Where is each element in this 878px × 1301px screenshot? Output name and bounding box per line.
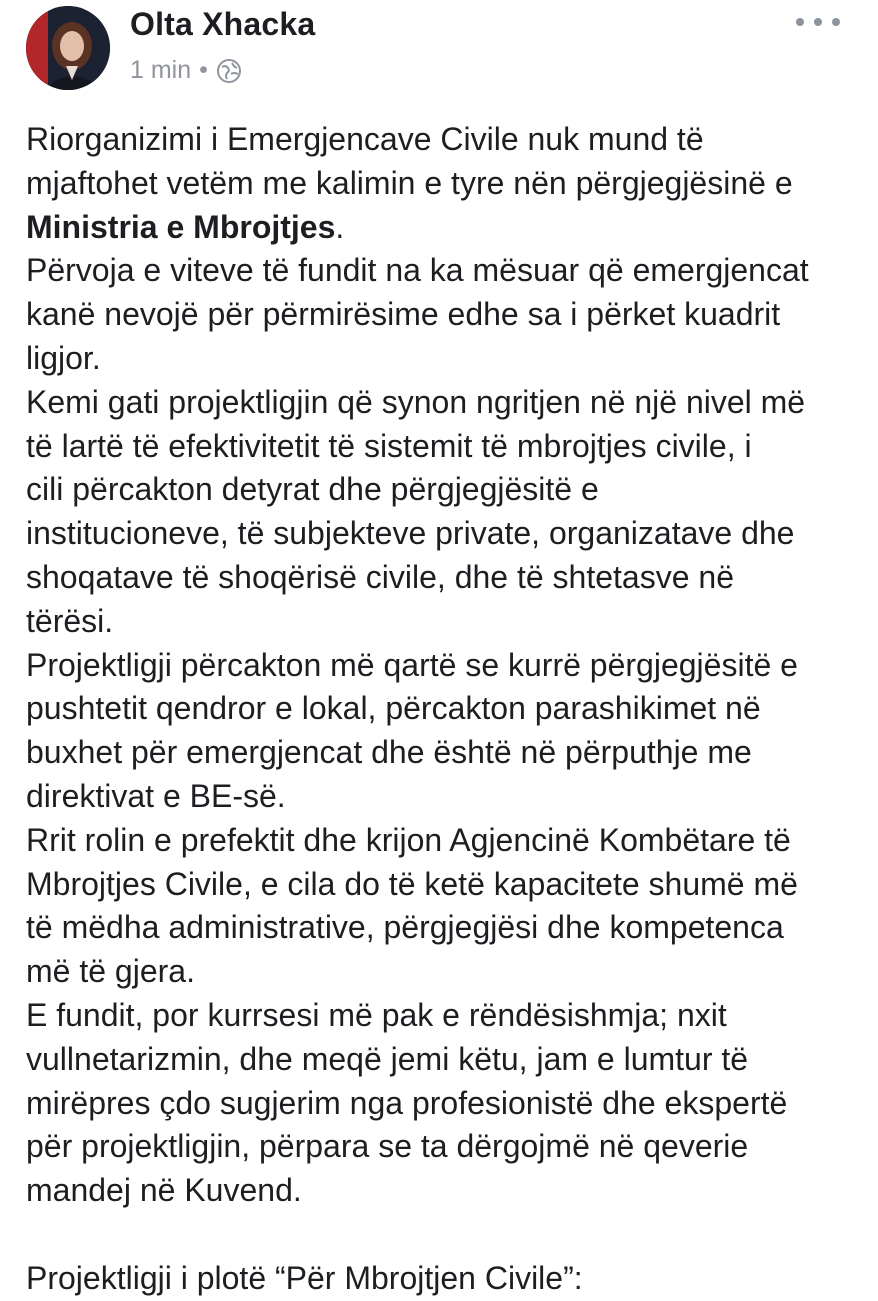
post-line: cili përcakton detyrat dhe përgjegjësitë e [26,471,599,508]
post-line-ministry [26,206,866,250]
post-line: tërësi. [26,602,114,639]
post-line: pushtetit qendror e lokal, përcakton parashikimet në [26,690,761,727]
author-avatar[interactable] [26,6,110,90]
post-line: Rrit rolin e prefektit dhe krijon Agjencinë Kombëtare të [26,821,791,858]
post-line: direktivat e BE-së. [26,777,286,814]
post-line: mjaftohet vetëm me kalimin e tyre nën përgjegjësinë e [26,164,793,201]
more-dot [832,18,840,26]
post-time[interactable]: 1 min [130,56,192,84]
post-line: për projektligjin, përpara se ta dërgojmë në qeverie [26,1128,749,1165]
ministry-name[interactable]: Ministria e Mbrojtjes [26,208,336,245]
post-line: ligjor. [26,339,101,376]
globe-icon [216,58,242,84]
more-dot [796,18,804,26]
post-line: Përvoja e viteve të fundit na ka mësuar që emergjencat [26,252,809,289]
more-dot [814,18,822,26]
post-line: më të gjera. [26,953,195,990]
post-line: institucioneve, të subjekteve private, organizatave dhe [26,515,795,552]
post-line: Riorganizimi i Emergjencave Civile nuk mund të [26,121,704,157]
ministry-suffix: . [335,208,345,245]
author-name[interactable]: Olta Xhacka [130,6,316,42]
post-line: E fundit, por kurrsesi më pak e rëndësishmja; nxit [26,996,727,1033]
post-line: mirëpres çdo sugjerim nga profesionistë dhe ekspertë [26,1084,788,1121]
post-line: shoqatave të shoqërisë civile, dhe të shtetasve në [26,558,734,595]
post-line: Mbrojtjes Civile, e cila do të ketë kapacitete shumë më [26,865,798,902]
post-line: të mëdha administrative, përgjegjësi dhe kompetenca [26,909,784,946]
post-line: të lartë të efektivitetit të sistemit të mbrojtjes civile, i [26,427,752,464]
post-line: buxhet për emergjencat dhe është në përputhje me [26,734,752,771]
post-text [26,118,866,1301]
more-options-icon[interactable] [796,10,840,34]
post-line: vullnetarizmin, dhe meqë jemi këtu, jam e lumtur të [26,1040,749,1077]
paragraph-gap [26,1213,866,1257]
attachment-line: Projektligji i plotë “Për Mbrojtjen Civile”: [26,1259,583,1296]
post-line: mandej në Kuvend. [26,1172,302,1209]
post-header [0,0,878,100]
avatar-photo [26,6,110,90]
post-meta [130,56,242,85]
post-line: Kemi gati projektligjin që synon ngritjen në një nivel më [26,383,806,420]
meta-separator: • [199,56,208,84]
post-line: kanë nevojë për përmirësime edhe sa i përket kuadrit [26,296,781,333]
post-line: Projektligji përcakton më qartë se kurrë përgjegjësitë e [26,646,798,683]
